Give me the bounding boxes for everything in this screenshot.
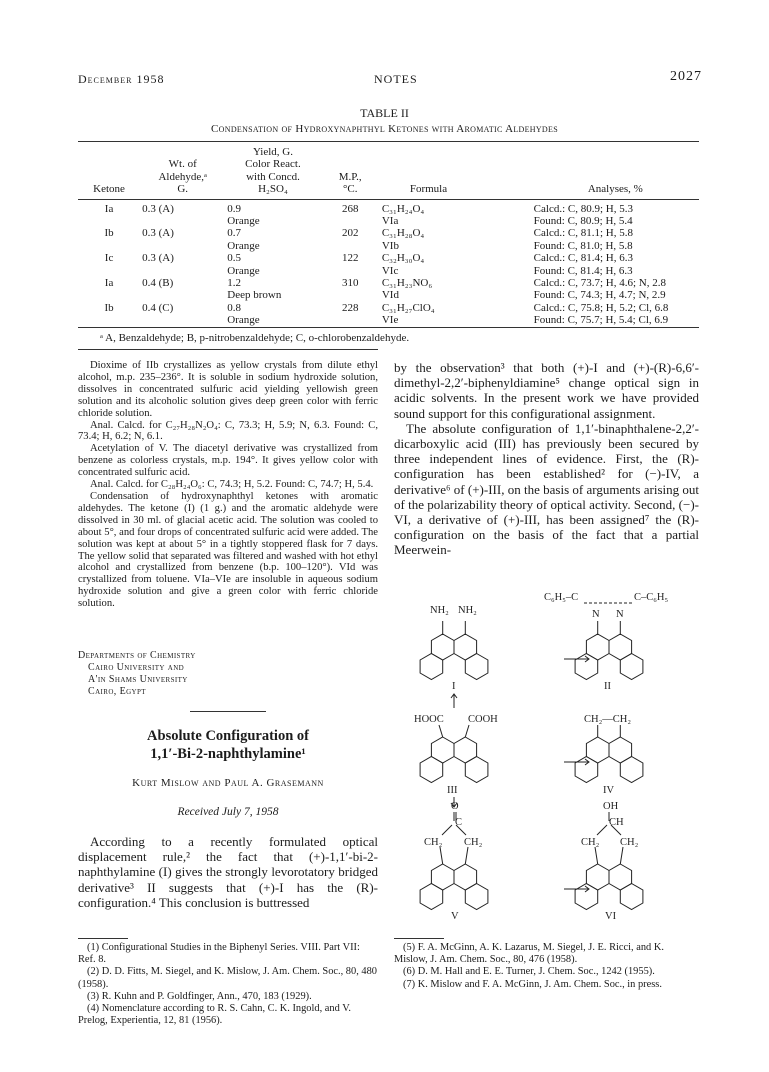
table-title: TABLE II (360, 106, 409, 120)
footnote: (4) Nomenclature according to R. S. Cahn, C. K. Ingold, and V. Prelog, Experientia, 12, 81 (1956). (78, 1003, 351, 1027)
table-row: Ic 0.3 (A) 0.5 Orange 122 C₃₂H₃₀O₄ VIc Calcd.: C, 81.4; H, 6.3 Found: C, 81.4; H, 6.3 (104, 252, 633, 277)
footnote: (3) R. Kuhn and P. Goldfinger, Ann., 470, 183 (1929). (87, 990, 312, 1002)
paragraph: The absolute configuration of 1,1′-binaphthalene-2,2′-dicarboxylic acid (III) has previously been secured by three independent lines of evidence. First, the (R)-configuration has been established² for (−)-IV, a derivative⁶ of (+)-III, on the basis of arguments arising out of the polarizability theory of optical activity. Second, (−)-VI, a derivative of (+)-III, has been assigned⁷ the (R)-configuration on the basis of the fact that a partial Meerwein- (394, 420, 699, 558)
paragraph: Anal. Calcd. for C₂₈H₂₄O₆: C, 74.3; H, 5.2. Found: C, 74.7; H, 5.4. (90, 479, 374, 491)
compound-label-IV: IV (603, 785, 615, 796)
footnote: (1) Configurational Studies in the Biphenyl Series. VIII. Part VII: Ref. 8. (78, 942, 360, 966)
table-footnote: ᵃ A, Benzaldehyde; B, p-nitrobenzaldehyde; C, o-chlorobenzaldehyde. (100, 332, 410, 344)
label-c6h5-a: C₆H₅–C (544, 592, 579, 603)
page-number: 2027 (670, 69, 702, 84)
label-c6h5-b: C–C₆H₅ (634, 592, 669, 603)
label-ch2-b: CH₂ (464, 837, 483, 848)
paragraph: Dioxime of IIb crystallizes as yellow crystals from dilute ethyl alcohol, m.p. 235–236°. It is soluble in sodium hydroxide solution, dissolves in concentrated sulfuric acid yielding yellowish green solution and its alcoholic solution gives deep green color with ferric chloride solution. (78, 360, 378, 419)
header-formula: Formula (409, 183, 448, 196)
table-top-rule (78, 141, 699, 142)
article-title: Absolute Configuration of 1,1′-Bi-2-naphthylamine¹ (147, 728, 309, 762)
table-row: Ia 0.4 (B) 1.2 Deep brown 310 C₃₁H₂₃NO₆ VId Calcd.: C, 73.7; H, 4.6; N, 2.8 Found: C, 74.3; H, 4.7; N, 2.9 (104, 277, 666, 302)
running-header-date: December 1958 (78, 72, 165, 86)
paragraph: Anal. Calcd. for C₂₇H₂₈N₂O₄: C, 73.3; H, 5.9; N, 6.3. Found: C, 73.4; H, 6.2; N, 6.1. (78, 419, 378, 443)
label-oh: OH (603, 801, 619, 812)
section-divider (190, 711, 266, 712)
paragraph: Acetylation of V. The diacetyl derivative was crystallized from benzene as colorless crystals, m.p. 194°. It gives yellow color with concentrated sulfuric acid. (78, 443, 378, 479)
table-footnote-rule (78, 349, 378, 350)
footnotes-left (78, 942, 378, 1027)
table-row: Ib 0.4 (C) 0.8 Orange 228 C₃₁H₂₇ClO₄ VIe Calcd.: C, 75.8; H, 5.2; Cl, 6.8 Found: C, 75.7; H, 5.4; Cl, 6.9 (104, 301, 669, 327)
table-row: Ia 0.3 (A) 0.9 Orange 268 C₃₁H₂₄O₄ VIa Calcd.: C, 80.9; H, 5.3 Found: C, 80.9; H, 5.4 (104, 202, 633, 228)
paragraph: by the observation³ that both (+)-I and (+)-(R)-6,6′-dimethyl-2,2′-biphenyldiamine⁵ change optical sign in acidic solvents. In the present work we have provided sound support for this configurational assignment. (394, 360, 699, 421)
affiliation: Departments of Chemistry Cairo University and A'in Shams University Cairo, Egypt (78, 650, 196, 697)
label-c: C (455, 817, 463, 828)
footnote: (6) D. M. Hall and E. E. Turner, J. Chem. Soc., 1242 (1955). (403, 966, 655, 978)
header-mp: M.P., °C. (338, 170, 362, 196)
label-cooh: COOH (468, 714, 498, 725)
label-ch: CH (609, 817, 624, 828)
label-nh2-b: NH₂ (458, 605, 477, 616)
table-bottom-rule (78, 327, 699, 328)
compound-label-II: II (604, 681, 611, 692)
authors: Kurt Mislow and Paul A. Grasemann (132, 777, 324, 789)
label-n-a: N (592, 609, 600, 620)
footnote: (7) K. Mislow and F. A. McGinn, J. Am. Chem. Soc., in press. (403, 978, 662, 990)
header-ketone: Ketone (93, 183, 125, 196)
data-table (78, 146, 699, 327)
footnote: (2) D. D. Fitts, M. Siegel, and K. Mislow, J. Am. Chem. Soc., 80, 480 (1958). (78, 966, 377, 990)
running-header-section: NOTES (374, 72, 418, 86)
label-n-b: N (616, 609, 624, 620)
label-nh2-a: NH₂ (430, 605, 449, 616)
label-ch2-a: CH₂ (424, 837, 443, 848)
left-column-text (78, 360, 378, 610)
footnote: (5) F. A. McGinn, A. K. Lazarus, M. Siegel, J. E. Ricci, and K. Mislow, J. Am. Chem. Soc., 80, 476 (1958). (394, 942, 664, 966)
label-hooc: HOOC (414, 714, 444, 725)
label-ch2ch2: CH₂—CH₂ (584, 714, 631, 725)
compound-label-I: I (452, 681, 456, 692)
header-analyses: Analyses, % (587, 183, 643, 196)
footnote-rule-left (78, 938, 128, 939)
received-date: Received July 7, 1958 (177, 806, 279, 818)
table-header-row (78, 146, 699, 199)
footnote-rule-right (394, 938, 444, 939)
compound-label-V: V (451, 911, 459, 922)
header-aldehyde: Wt. of Aldehyde,ᵃ G. (158, 158, 207, 196)
intro-text: According to a recently formulated optical displacement rule,² the fact that (+)-1,1′-bi-2-naphthylamine (I) gives the strongly levorotatory bridged derivative³ II suggests that (+)-I has the (R)-configuration.⁴ This conclusion is buttressed (78, 834, 378, 910)
table-row: Ib 0.3 (A) 0.7 Orange 202 C₃₁H₂₈O₄ VIb Calcd.: C, 81.1; H, 5.8 Found: C, 81.0; H, 5.8 (104, 227, 633, 252)
compound-label-III: III (447, 785, 458, 796)
label-o: O (451, 801, 459, 812)
paragraph: Condensation of hydroxynaphthyl ketones with aromatic aldehydes. The ketone (I) (1 g.) and the aromatic aldehyde were dissolved in 30 ml. of glacial acetic acid. The solution was cooled to about 5°, and four drops of concentrated sulfuric acid were added. The solution was kept at about 5° in a tightly stoppered flask for 7 days. The yellow solid that separated was filtered and washed with hot ethyl alcohol and crystallized from benzene (b.p. 100–120°). VId was crystallized from toluene. VIa–VIe are insoluble in aqueous sodium hydroxide solution and give a green color with ferric chloride solution. (78, 490, 378, 610)
right-column-text (394, 360, 699, 558)
label-ch2-c: CH₂ (581, 837, 600, 848)
label-ch2-d: CH₂ (620, 837, 639, 848)
footnotes-right (394, 942, 699, 991)
compound-label-VI: VI (605, 911, 617, 922)
header-yield: Yield, G. Color React. with Concd. H₂SO₄ (245, 146, 301, 196)
table-caption: Condensation of Hydroxynaphthyl Ketones with Aromatic Aldehydes (211, 123, 558, 135)
